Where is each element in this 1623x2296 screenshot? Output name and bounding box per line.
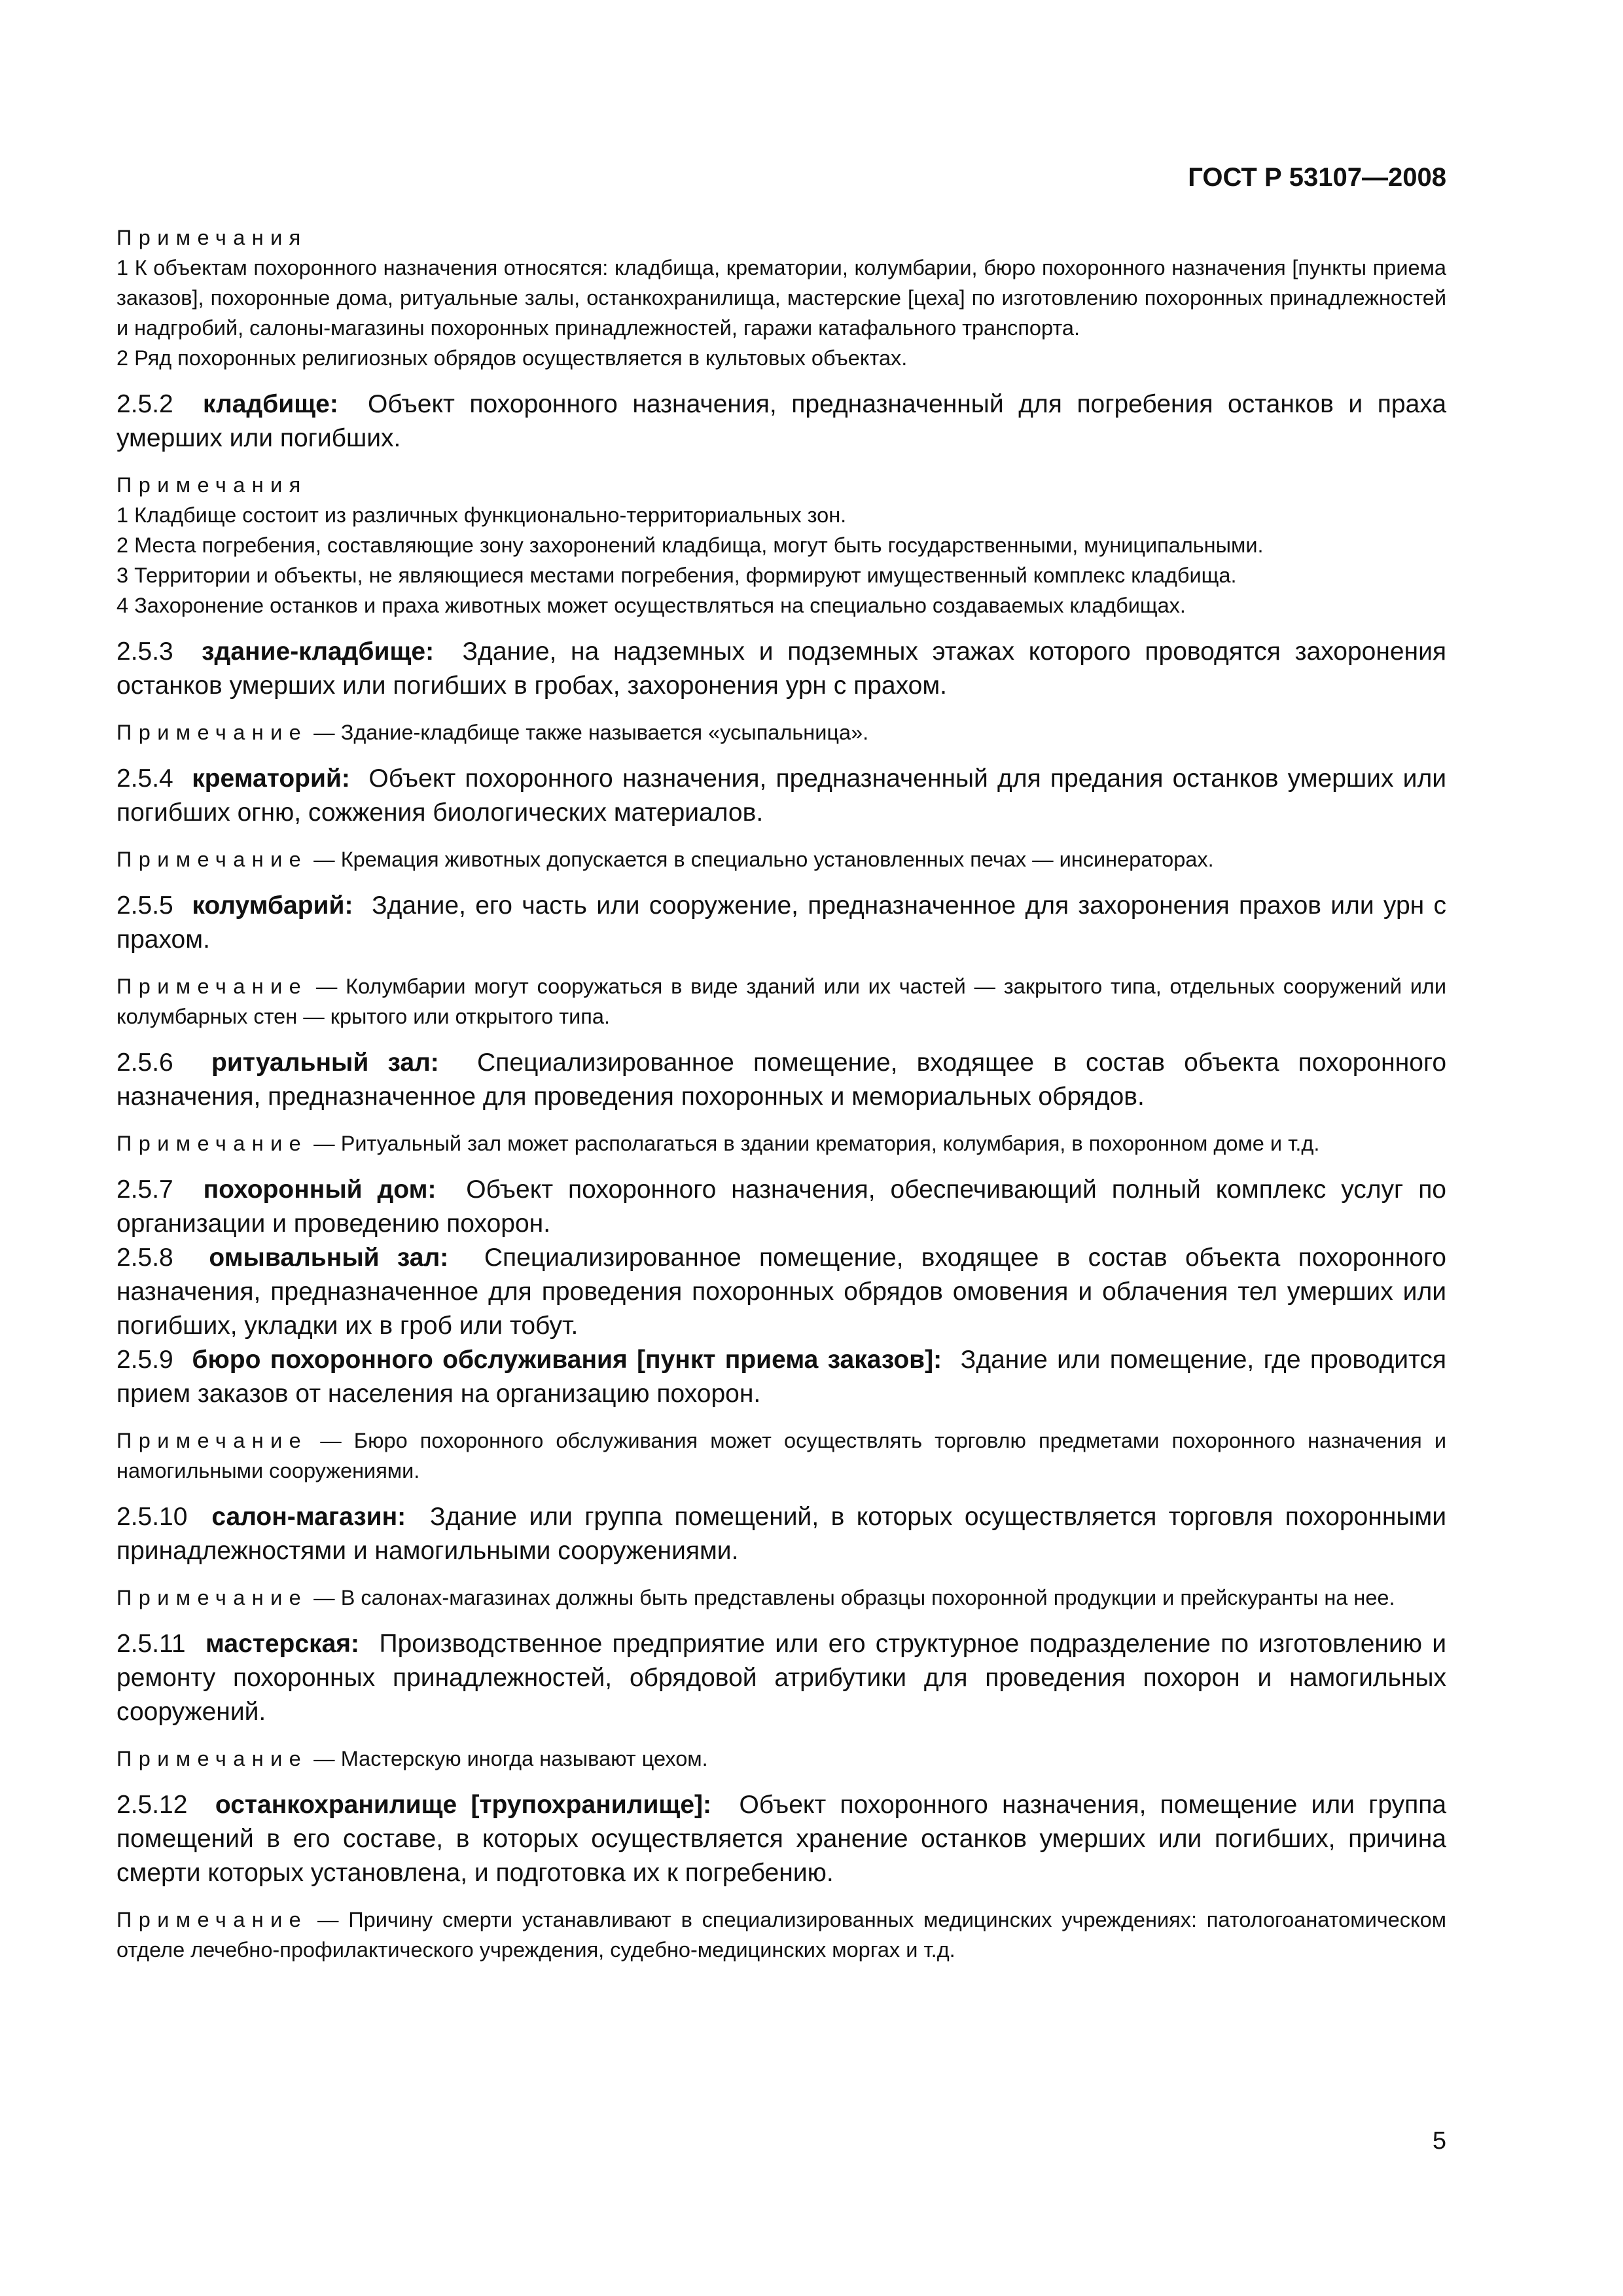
note-2-5-4 (116, 844, 1446, 874)
notes-block-2-5-2 (116, 470, 1446, 620)
note-text: Ритуальный зал может располагаться в здании крематория, колумбария, в похоронном доме и т.д. (340, 1132, 1320, 1155)
term-number: 2.5.11 (116, 1630, 186, 1658)
term-name: омывальный зал: (209, 1244, 449, 1272)
note-label: Примечание (116, 721, 308, 744)
note-dash: — (308, 1429, 354, 1452)
term-2-5-5 (116, 889, 1446, 957)
term-2-5-6 (116, 1046, 1446, 1114)
notes-heading: Примечания (116, 473, 308, 497)
term-number: 2.5.3 (116, 637, 173, 666)
term-number: 2.5.2 (116, 390, 173, 418)
note-2-5-12 (116, 1905, 1446, 1965)
term-name: мастерская: (205, 1630, 360, 1658)
term-2-5-9 (116, 1343, 1446, 1411)
notes-heading: Примечания (116, 226, 308, 249)
note-dash: — (308, 1908, 349, 1931)
note-label: Примечание (116, 1586, 308, 1609)
term-definition: Объект похоронного назначения, предназначенный для погребения останков и праха умерших или погибших. (116, 390, 1447, 452)
note-2-5-10 (116, 1583, 1446, 1613)
term-name: похоронный дом: (203, 1175, 437, 1204)
note-2-5-3 (116, 717, 1446, 747)
note-text: Здание-кладбище также называется «усыпальница». (340, 721, 869, 744)
note-item: 2 Места погребения, составляющие зону захоронений кладбища, могут быть государственными, муниципальными. (116, 533, 1264, 557)
note-dash: — (308, 1586, 341, 1609)
term-number: 2.5.9 (116, 1346, 173, 1374)
term-2-5-3 (116, 635, 1446, 703)
term-2-5-2 (116, 387, 1446, 456)
document-header (116, 161, 1446, 194)
term-number: 2.5.8 (116, 1244, 173, 1272)
term-2-5-8 (116, 1241, 1446, 1343)
term-number: 2.5.12 (116, 1791, 188, 1819)
note-label: Примечание (116, 848, 308, 871)
term-name: здание-кладбище: (202, 637, 435, 666)
term-name: крематорий: (192, 764, 350, 793)
note-item: 1 К объектам похоронного назначения относятся: кладбища, крематории, колумбарии, бюро похоронного назначения [пункты приема заказов], похоронные дома, ритуальные залы, останкохранилища, мастерские [цеха] по изготовлению похоронных принадлежностей и надгробий, салоны-магазины похоронных принадлежностей, гаражи катафального транспорта. (116, 256, 1446, 340)
term-2-5-7 (116, 1173, 1446, 1241)
term-definition: Производственное предприятие или его структурное подразделение по изготовлению и ремонту похоронных принадлежностей, обрядовой атрибутики для проведения похорон и намогильных сооружений. (116, 1630, 1447, 1726)
note-dash: — (308, 1132, 341, 1155)
page-number: 5 (1432, 2127, 1446, 2155)
term-definition: Здание, на надземных и подземных этажах которого проводятся захоронения останков умерших или погибших в гробах, захоронения урн с прахом. (116, 637, 1446, 700)
standard-number: ГОСТ Р 53107—2008 (1188, 163, 1446, 192)
term-name: колумбарий: (192, 891, 353, 920)
note-2-5-9 (116, 1426, 1446, 1486)
term-definition: Объект похоронного назначения, помещение или группа помещений в его составе, в которых осуществляется хранение останков умерших или погибших, причина смерти которых установлена, и подготовка их к погребению. (116, 1791, 1447, 1887)
term-2-5-11 (116, 1627, 1446, 1729)
term-number: 2.5.5 (116, 891, 173, 920)
note-item: 3 Территории и объекты, не являющиеся местами погребения, формируют имущественный комплекс кладбища. (116, 564, 1237, 587)
term-definition: Объект похоронного назначения, предназначенный для предания останков умерших или погибших огню, сожжения биологических материалов. (116, 764, 1447, 827)
note-label: Примечание (116, 1132, 308, 1155)
note-item: 2 Ряд похоронных религиозных обрядов осуществляется в культовых объектах. (116, 346, 908, 370)
term-name: останкохранилище [трупохранилище]: (215, 1791, 711, 1819)
term-definition: Здание или группа помещений, в которых осуществляется торговля похоронными принадлежностями и намогильными сооружениями. (116, 1503, 1447, 1565)
note-text: Колумбарии могут сооружаться в виде зданий или их частей — закрытого типа, отдельных сооружений или колумбарных стен — крытого или открытого типа. (116, 975, 1446, 1028)
note-text: Кремация животных допускается в специально установленных печах — инсинераторах. (340, 848, 1214, 871)
note-2-5-5 (116, 971, 1446, 1031)
term-number: 2.5.7 (116, 1175, 173, 1204)
term-2-5-4 (116, 762, 1446, 830)
note-2-5-6 (116, 1128, 1446, 1158)
term-definition: Специализированное помещение, входящее в состав объекта похоронного назначения, предназначенное для проведения похоронных и мемориальных обрядов. (116, 1049, 1447, 1111)
note-dash: — (308, 975, 346, 998)
term-definition: Специализированное помещение, входящее в состав объекта похоронного назначения, предназначенное для проведения похоронных обрядов омовения и облачения тел умерших или погибших, укладки их в гроб или тобут. (116, 1244, 1447, 1340)
term-number: 2.5.10 (116, 1503, 188, 1531)
note-text: В салонах-магазинах должны быть представлены образцы похоронной продукции и прейскуранты на нее. (340, 1586, 1395, 1609)
note-label: Примечание (116, 1429, 308, 1452)
note-dash: — (308, 1747, 341, 1770)
term-number: 2.5.6 (116, 1049, 173, 1077)
term-name: бюро похоронного обслуживания [пункт приема заказов]: (192, 1346, 942, 1374)
note-text: Мастерскую иногда называют цехом. (340, 1747, 708, 1770)
note-item: 1 Кладбище состоит из различных функционально-территориальных зон. (116, 503, 847, 527)
term-name: салон-магазин: (211, 1503, 406, 1531)
note-2-5-11 (116, 1744, 1446, 1774)
document-body (116, 223, 1446, 1965)
note-dash: — (308, 848, 341, 871)
term-name: кладбище: (202, 390, 338, 418)
note-label: Примечание (116, 1908, 308, 1931)
note-label: Примечание (116, 975, 308, 998)
term-number: 2.5.4 (116, 764, 173, 793)
note-text: Бюро похоронного обслуживания может осуществлять торговлю предметами похоронного назначения и намогильными сооружениями. (116, 1429, 1446, 1482)
note-item: 4 Захоронение останков и праха животных может осуществляться на специально создаваемых кладбищах. (116, 594, 1186, 617)
note-dash: — (308, 721, 341, 744)
term-definition: Здание, его часть или сооружение, предназначенное для захоронения прахов или урн с прахом. (116, 891, 1446, 954)
note-label: Примечание (116, 1747, 308, 1770)
note-text: Причину смерти устанавливают в специализированных медицинских учреждениях: патологоанатомическом отделе лечебно-профилактического учреждения, судебно-медицинских моргах и т.д. (116, 1908, 1446, 1962)
term-definition: Объект похоронного назначения, обеспечивающий полный комплекс услуг по организации и проведению похорон. (116, 1175, 1446, 1238)
term-name: ритуальный зал: (211, 1049, 439, 1077)
notes-block-2-5-1 (116, 223, 1446, 373)
term-definition: Здание или помещение, где проводится прием заказов от населения на организацию похорон. (116, 1346, 1447, 1408)
term-2-5-12 (116, 1788, 1446, 1890)
term-2-5-10 (116, 1500, 1446, 1568)
